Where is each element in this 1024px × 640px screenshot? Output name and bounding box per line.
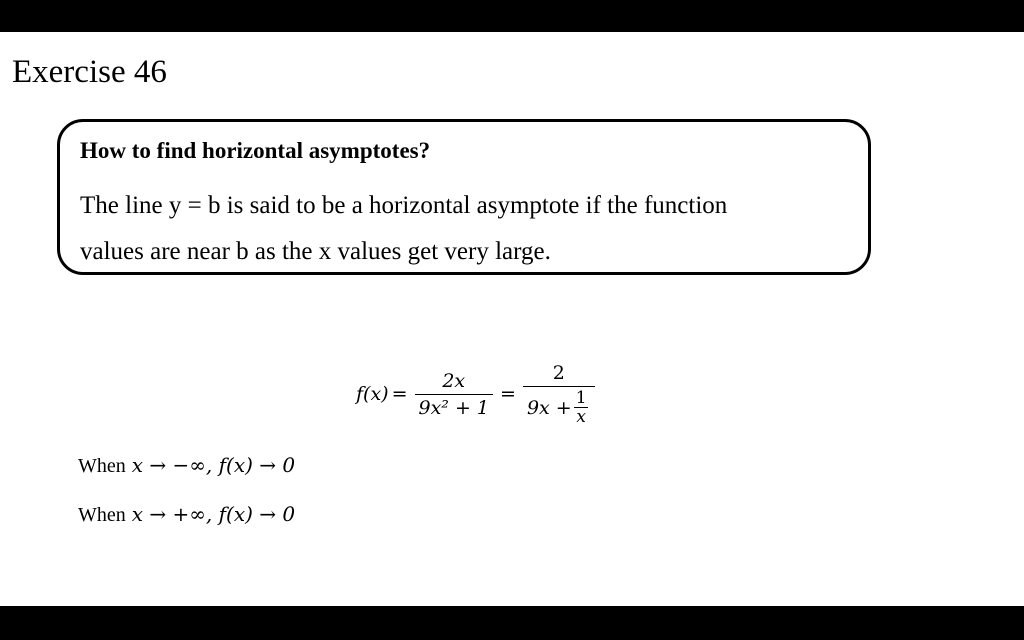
limit-expression: x → +∞, f(x) → 0 [131, 502, 296, 526]
bottom-letterbox-bar [0, 606, 1024, 640]
fraction-1-numerator: 2x [442, 369, 466, 392]
fraction-2 [523, 362, 595, 426]
slide [0, 32, 1024, 606]
equals-sign-2: = [500, 383, 516, 405]
nested-fraction [574, 389, 589, 426]
fraction-2-denominator [523, 386, 595, 426]
formula-lhs: f(x) [356, 383, 389, 405]
limit-positive-infinity [78, 501, 295, 528]
equals-sign-1: = [391, 383, 408, 405]
definition-line-1: The line y = b is said to be a horizontal asymptote if the function [80, 192, 728, 219]
fraction-1 [415, 370, 494, 419]
nested-fraction-numerator: 1 [575, 388, 587, 408]
function-formula [356, 362, 599, 426]
fraction-2-numerator: 2 [552, 362, 565, 384]
limit-expression: x → −∞, f(x) → 0 [131, 453, 296, 477]
definition-box [57, 119, 871, 275]
top-letterbox-bar [0, 0, 1024, 32]
fraction-2-denominator-lead: 9x + [526, 396, 572, 419]
definition-line-2: values are near b as the x values get very large. [80, 238, 551, 265]
limit-word: When [78, 504, 126, 526]
limit-word: When [78, 455, 126, 477]
limit-negative-infinity [78, 452, 295, 479]
nested-fraction-denominator: x [576, 407, 586, 427]
fraction-1-denominator-text: 9x² + 1 [418, 396, 490, 419]
definition-heading: How to find horizontal asymptotes? [80, 138, 431, 163]
slide-title: Exercise 46 [12, 54, 167, 90]
fraction-1-denominator [415, 394, 494, 419]
